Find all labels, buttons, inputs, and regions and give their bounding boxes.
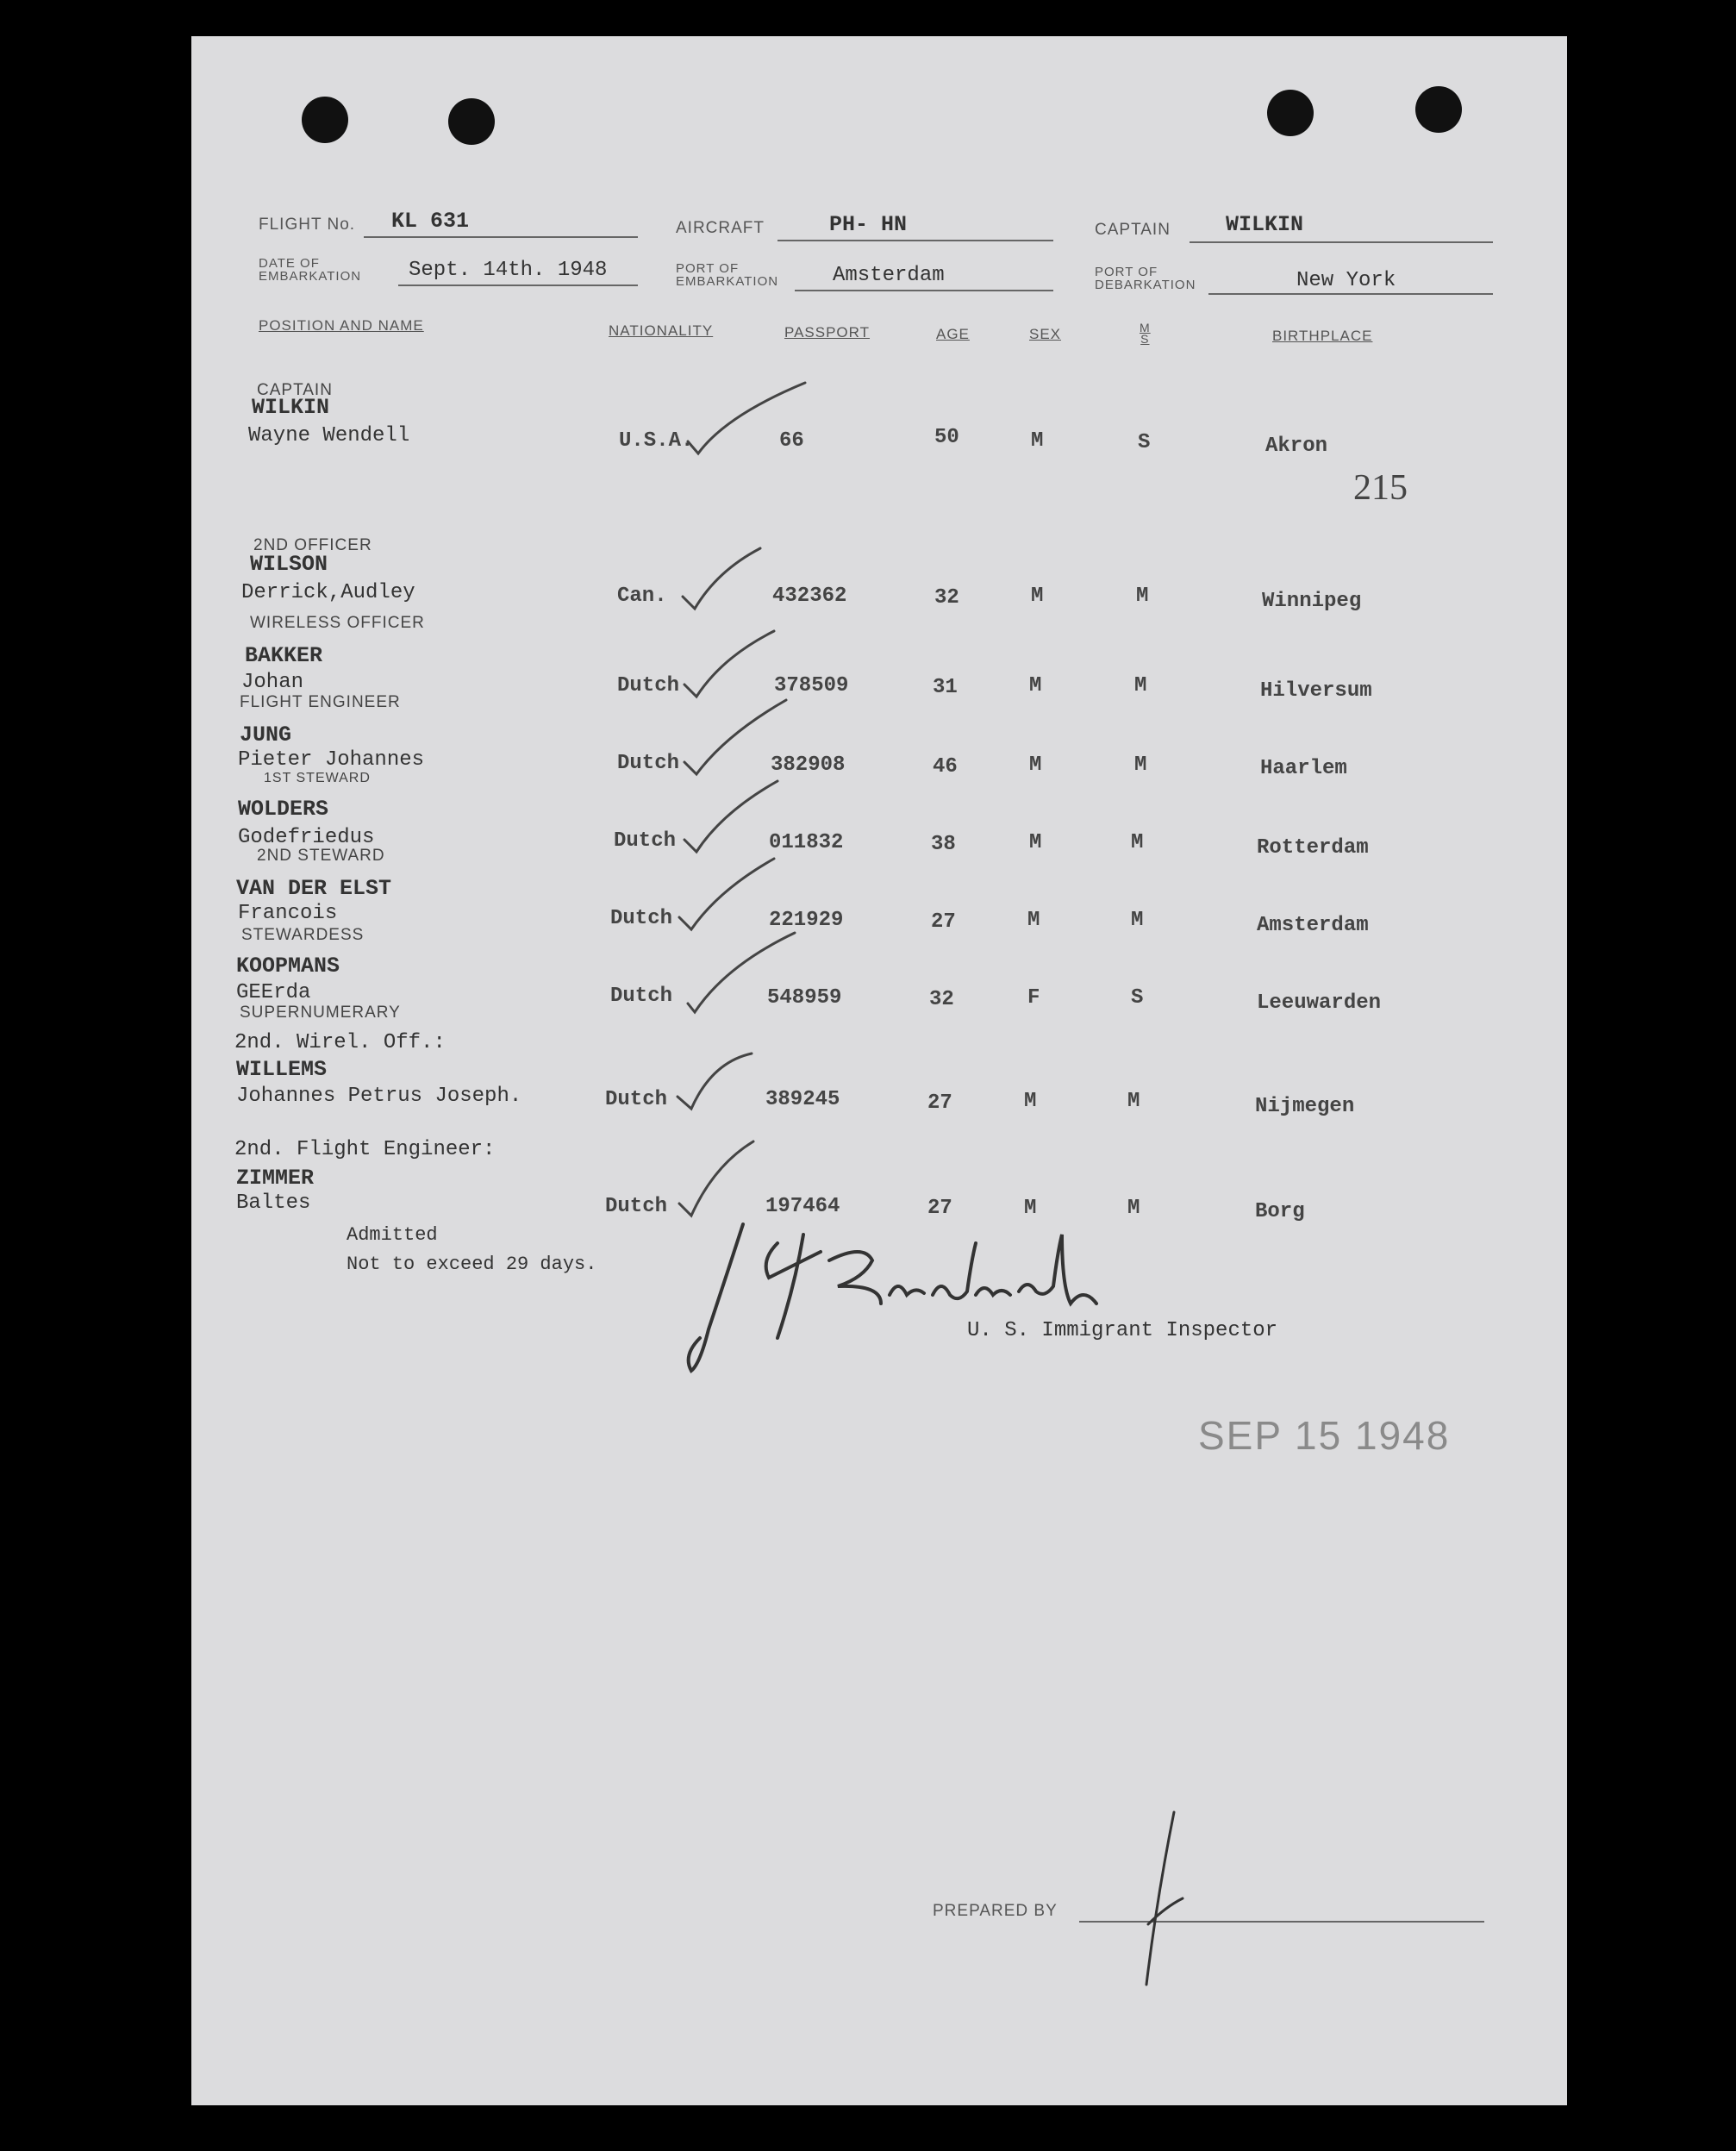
crew-birthplace: Winnipeg xyxy=(1262,590,1362,613)
crew-nationality: Dutch xyxy=(605,1195,668,1218)
crew-surname: ZIMMER xyxy=(236,1166,315,1191)
crew-passport: 197464 xyxy=(765,1195,840,1218)
crew-nationality: Dutch xyxy=(605,1088,668,1111)
crew-ms: M xyxy=(1127,1090,1140,1113)
crew-ms: S xyxy=(1138,431,1151,454)
date-label: DATE OF EMBARKATION xyxy=(259,256,362,284)
crew-surname: BAKKER xyxy=(245,643,323,668)
crew-birthplace: Haarlem xyxy=(1260,757,1347,780)
crew-passport: 389245 xyxy=(765,1088,840,1111)
col-ms: M S xyxy=(1140,321,1151,346)
crew-role: 2ND OFFICER xyxy=(253,536,372,554)
crew-given: Johan xyxy=(241,671,304,694)
crew-role: WIRELESS OFFICER xyxy=(250,614,425,632)
date-value: Sept. 14th. 1948 xyxy=(409,259,608,282)
crew-birthplace: Rotterdam xyxy=(1257,836,1369,860)
col-passport: PASSPORT xyxy=(784,324,871,341)
flight-value: KL 631 xyxy=(391,209,470,234)
crew-surname: WOLDERS xyxy=(238,797,329,822)
crew-passport: 382908 xyxy=(771,753,846,777)
crew-age: 27 xyxy=(927,1197,952,1220)
check-mark-icon xyxy=(684,781,777,852)
crew-birthplace: Nijmegen xyxy=(1255,1095,1355,1118)
crew-given: Derrick,Audley xyxy=(241,581,415,604)
date-stamp: SEP 15 1948 xyxy=(1198,1413,1451,1458)
crew-role: STEWARDESS xyxy=(241,926,365,944)
crew-age: 31 xyxy=(933,676,958,699)
crew-birthplace: Hilversum xyxy=(1260,679,1372,703)
crew-nationality: Dutch xyxy=(617,752,680,775)
crew-surname: VAN DER ELST xyxy=(236,876,392,901)
crew-passport: 378509 xyxy=(774,674,849,697)
crew-sex: M xyxy=(1031,429,1044,453)
crew-role: 1ST STEWARD xyxy=(264,771,371,785)
crew-sex: M xyxy=(1029,753,1042,777)
crew-passport: 548959 xyxy=(767,986,842,1010)
inspector-label: U. S. Immigrant Inspector xyxy=(967,1319,1278,1342)
crew-sex: M xyxy=(1027,909,1040,932)
crew-birthplace: Akron xyxy=(1265,435,1328,458)
crew-sex: M xyxy=(1024,1197,1037,1220)
crew-given: Baltes xyxy=(236,1191,311,1215)
flight-label: FLIGHT No. xyxy=(259,216,356,234)
check-mark-icon xyxy=(688,383,805,453)
crew-given: Wayne Wendell xyxy=(248,424,410,447)
admitted-limit-text: Not to exceed 29 days. xyxy=(347,1254,597,1275)
col-age: AGE xyxy=(936,326,970,342)
crew-given: Johannes Petrus Joseph. xyxy=(236,1085,522,1108)
crew-nationality: Dutch xyxy=(610,907,673,930)
crew-sex: M xyxy=(1029,831,1042,854)
crew-nationality: Dutch xyxy=(614,829,677,853)
crew-age: 27 xyxy=(931,910,956,934)
crew-surname: JUNG xyxy=(240,722,292,747)
inspector-signature xyxy=(674,1209,1105,1381)
crew-nationality: Can. xyxy=(617,585,667,608)
crew-given: Francois xyxy=(238,902,338,925)
col-sex: SEX xyxy=(1029,326,1062,342)
check-mark-icon xyxy=(679,1141,753,1216)
crew-role: FLIGHT ENGINEER xyxy=(240,693,401,711)
check-mark-icon xyxy=(678,1054,752,1109)
check-mark-icon xyxy=(684,631,774,697)
crew-sex: F xyxy=(1027,986,1040,1010)
manifest-page xyxy=(191,36,1567,2105)
crew-role: 2ND STEWARD xyxy=(257,847,385,865)
crew-given: Godefriedus xyxy=(238,826,375,849)
aircraft-label: AIRCRAFT xyxy=(676,219,765,237)
captain-value: WILKIN xyxy=(1226,212,1304,237)
crew-passport: 432362 xyxy=(772,585,847,608)
crew-surname: WILLEMS xyxy=(236,1057,328,1082)
check-mark-icon xyxy=(679,859,774,929)
crew-age: 32 xyxy=(934,586,959,610)
crew-ms: S xyxy=(1131,986,1144,1010)
crew-passport: 66 xyxy=(779,429,804,453)
col-position: POSITION AND NAME xyxy=(259,317,424,334)
crew-ms: M xyxy=(1134,753,1147,777)
aircraft-value: PH- HN xyxy=(829,212,908,237)
check-mark-icon xyxy=(684,700,786,774)
crew-ms: M xyxy=(1131,909,1144,932)
crew-sex: M xyxy=(1031,585,1044,608)
crew-surname: WILSON xyxy=(250,552,328,577)
crew-nationality: Dutch xyxy=(617,674,680,697)
crew-birthplace: Borg xyxy=(1255,1200,1305,1223)
crew-ms: M xyxy=(1134,674,1147,697)
port-embarkation-value: Amsterdam xyxy=(833,264,945,287)
port-embarkation-label: PORT OF EMBARKATION xyxy=(676,261,779,289)
check-marks xyxy=(191,36,1567,2105)
crew-birthplace: Leeuwarden xyxy=(1257,991,1382,1015)
crew-age: 27 xyxy=(927,1091,952,1115)
crew-ms: M xyxy=(1131,831,1144,854)
crew-sex: M xyxy=(1029,674,1042,697)
check-mark-icon xyxy=(688,933,795,1012)
crew-sex: M xyxy=(1024,1090,1037,1113)
crew-age: 38 xyxy=(931,833,956,856)
check-mark-icon xyxy=(683,548,760,609)
crew-age: 50 xyxy=(934,426,959,449)
crew-role-detail: 2nd. Flight Engineer: xyxy=(234,1138,496,1161)
crew-role: CAPTAIN xyxy=(257,381,333,399)
crew-ms: M xyxy=(1136,585,1149,608)
crew-age: 32 xyxy=(929,988,954,1011)
crew-nationality: U.S.A. xyxy=(619,429,694,453)
crew-nationality: Dutch xyxy=(610,985,673,1008)
crew-role: SUPERNUMERARY xyxy=(240,1004,401,1022)
crew-role-detail: 2nd. Wirel. Off.: xyxy=(234,1031,446,1054)
col-nationality: NATIONALITY xyxy=(609,322,714,339)
port-debarkation-value: New York xyxy=(1296,269,1396,292)
captain-label: CAPTAIN xyxy=(1095,221,1171,239)
page-number: 215 xyxy=(1353,468,1408,508)
admitted-text: Admitted xyxy=(347,1224,438,1246)
crew-ms: M xyxy=(1127,1197,1140,1220)
crew-surname: WILKIN xyxy=(252,395,330,420)
crew-age: 46 xyxy=(933,755,958,778)
prepared-by-label: PREPARED BY xyxy=(933,1902,1058,1920)
crew-given: Pieter Johannes xyxy=(238,748,425,772)
preparer-signature xyxy=(1122,1804,1208,1993)
crew-passport: 011832 xyxy=(769,831,844,854)
crew-passport: 221929 xyxy=(769,909,844,932)
crew-surname: KOOPMANS xyxy=(236,954,340,979)
crew-birthplace: Amsterdam xyxy=(1257,914,1369,937)
col-birthplace: BIRTHPLACE xyxy=(1272,328,1373,344)
crew-given: GEErda xyxy=(236,981,311,1004)
port-debarkation-label: PORT OF DEBARKATION xyxy=(1095,265,1196,292)
